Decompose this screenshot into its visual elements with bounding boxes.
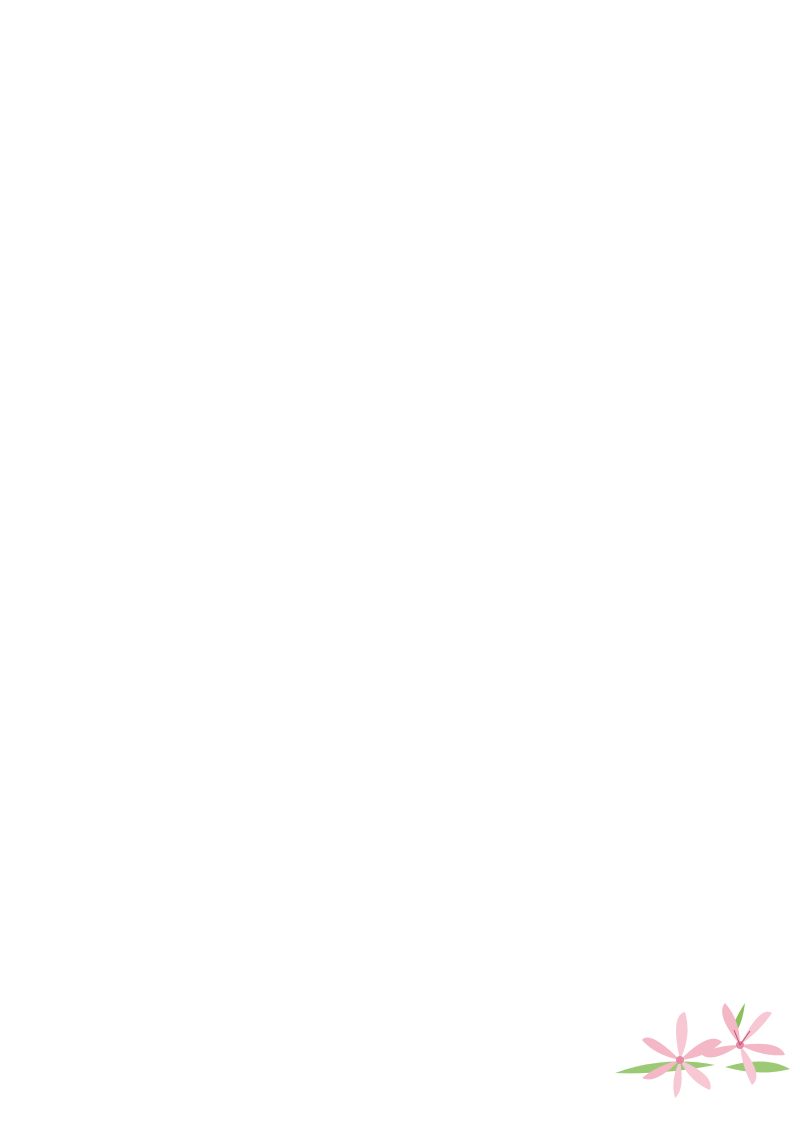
composition-grid — [120, 96, 680, 1034]
lily-flower-icon — [605, 995, 795, 1105]
